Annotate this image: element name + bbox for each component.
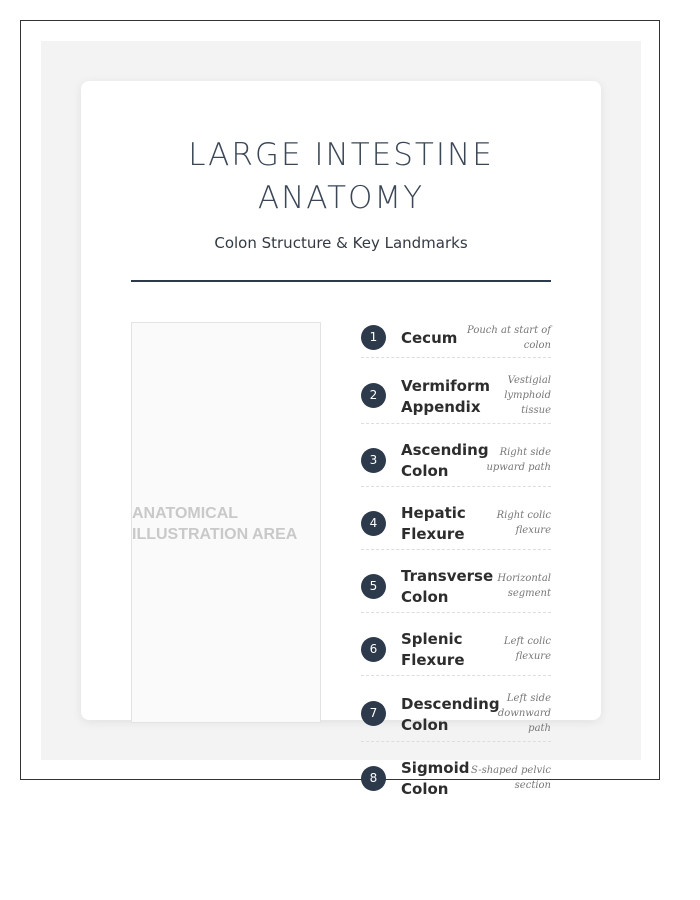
landmark-item-4 (361, 487, 551, 550)
landmark-item-3 (361, 424, 551, 487)
page-title: LARGE INTESTINE ANATOMY (188, 137, 494, 216)
landmark-description: Right side upward path (486, 447, 551, 473)
landmark-item-2 (361, 358, 551, 424)
landmark-number-badge: 6 (361, 637, 386, 662)
landmark-name: Descending Colon (401, 695, 500, 734)
header-divider (131, 280, 551, 282)
landmark-name: Sigmoid Colon (401, 759, 470, 798)
landmark-number-badge: 2 (361, 383, 386, 408)
landmark-description: S-shaped pelvic section (471, 765, 551, 791)
page-subtitle: Colon Structure & Key Landmarks (214, 234, 468, 252)
landmark-name: Splenic Flexure (401, 630, 465, 669)
landmark-item-8 (361, 742, 551, 802)
landmark-description: Vestigial lymphoid tissue (504, 375, 551, 416)
landmark-number-badge: 4 (361, 511, 386, 536)
landmark-item-1 (361, 322, 551, 358)
landmark-item-5 (361, 550, 551, 613)
landmark-name: Transverse Colon (401, 567, 494, 606)
landmark-name: Ascending Colon (401, 441, 489, 480)
illustration-area (131, 322, 321, 723)
illustration-label: ANATOMICAL ILLUSTRATION AREA (132, 505, 298, 543)
landmark-name: Cecum (401, 329, 458, 347)
landmark-description: Right colic flexure (496, 510, 551, 536)
landmark-description: Left side downward path (497, 693, 551, 734)
landmark-description: Pouch at start of colon (467, 325, 551, 351)
landmark-number-badge: 7 (361, 701, 386, 726)
landmark-number-badge: 8 (361, 766, 386, 791)
landmark-name: Hepatic Flexure (401, 504, 466, 543)
landmark-description: Horizontal segment (497, 573, 551, 599)
landmark-description: Left colic flexure (503, 636, 551, 662)
landmark-item-7 (361, 676, 551, 742)
landmark-number-badge: 5 (361, 574, 386, 599)
landmark-number-badge: 1 (361, 325, 386, 350)
landmark-name: Vermiform Appendix (401, 377, 490, 416)
landmark-number-badge: 3 (361, 448, 386, 473)
landmark-item-6 (361, 613, 551, 676)
